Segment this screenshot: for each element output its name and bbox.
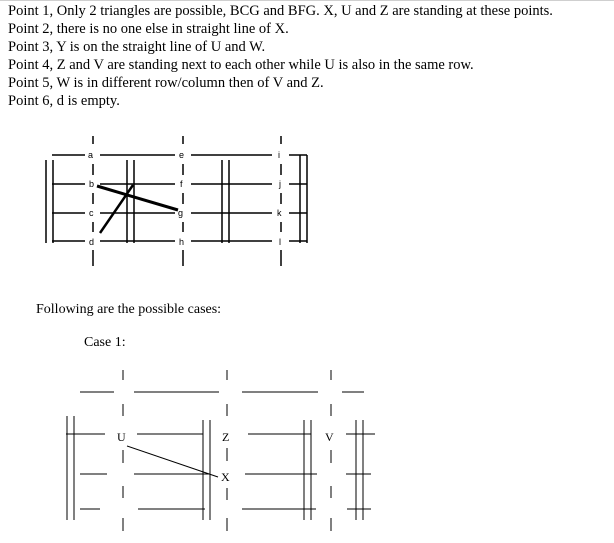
case-1-z-label: Z: [222, 430, 230, 444]
point-2-text: Point 2, there is no one else in straight line of X.: [8, 21, 289, 37]
position-g-label: g: [178, 208, 184, 218]
position-k-label: k: [277, 208, 282, 218]
case-1-x-label: X: [221, 470, 230, 484]
position-e-label: e: [179, 150, 185, 160]
position-c-label: c: [89, 208, 94, 218]
case-1-u-label: U: [117, 430, 126, 444]
position-l-label: l: [279, 237, 281, 247]
position-j-label: j: [279, 179, 281, 189]
point-4-text: Point 4, Z and V are standing next to each other while U is also in the same row.: [8, 57, 474, 73]
position-h-label: h: [179, 237, 185, 247]
point-1-text: Point 1, Only 2 triangles are possible, BCG and BFG. X, U and Z are standing at these points.: [8, 3, 553, 19]
point-5-text: Point 5, W is in different row/column then of V and Z.: [8, 75, 324, 91]
position-a-label: a: [88, 150, 94, 160]
position-f-label: f: [180, 179, 183, 189]
case-1-v-label: V: [325, 430, 334, 444]
case-1-label: Case 1:: [84, 335, 126, 350]
position-b-label: b: [89, 179, 95, 189]
position-i-label: i: [278, 150, 280, 160]
position-d-label: d: [89, 237, 95, 247]
possible-cases-text: Following are the possible cases:: [36, 302, 222, 317]
point-3-text: Point 3, Y is on the straight line of U and W.: [8, 39, 266, 55]
point-6-text: Point 6, d is empty.: [8, 93, 120, 109]
